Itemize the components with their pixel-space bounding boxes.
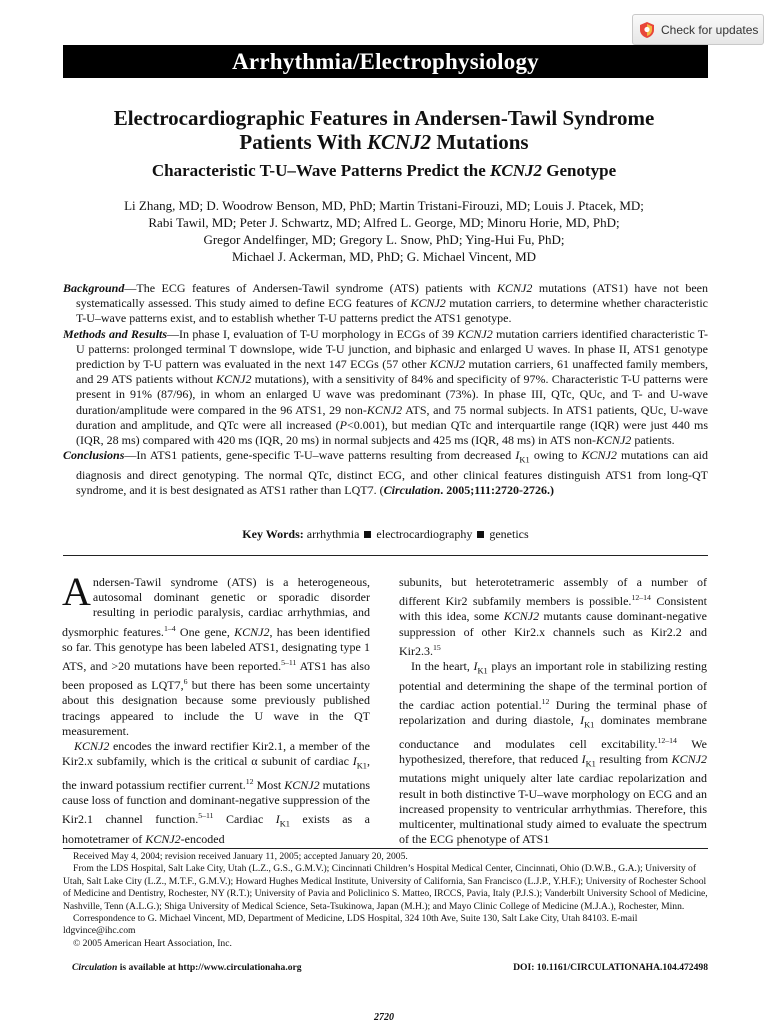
gene-name: KCNJ2 [581, 448, 617, 463]
article-title [50, 106, 718, 154]
abstract-methods [63, 327, 708, 449]
citation-ref: 5–11 [198, 811, 214, 821]
current-subscript: K1 [279, 819, 290, 829]
text-run: mutation carriers, to determine whether characteristic T-U–wave patterns exist, and to establish whether T-U patterns predict the ATS1 genotype. [76, 296, 708, 326]
journal-availability [72, 962, 302, 973]
abstract-conclusions [63, 448, 708, 498]
text-run: , has been identified so far. This genotype has been labeled ATS1, designating type 1 ATS, and >20 mutations have been reported. [62, 624, 370, 674]
citation-ref: 1–4 [163, 623, 176, 633]
gene-name: KCNJ2 [410, 296, 446, 311]
gene-name: KCNJ2 [145, 831, 181, 846]
text-run: mutation carriers, 61 unaffected family members, and 29 ATS patients without [76, 357, 708, 387]
citation-ref: 12 [541, 696, 550, 706]
doi: DOI: 10.1161/CIRCULATIONAHA.104.472498 [513, 962, 708, 973]
text-run: One gene, [175, 624, 235, 639]
paragraph [62, 569, 371, 739]
gene-name: KCNJ2 [366, 402, 403, 417]
author-line: Li Zhang, MD; D. Woodrow Benson, MD, PhD; Martin Tristani-Firouzi, MD; Louis J. Ptacek, MD; [124, 198, 644, 213]
text-run: mutations might uniquely alter late cardiac repolarization and result in both distinctive T-U–wave morphology on ECG and an increased propensity to ventricular arrhythmias. Therefore, this multicenter, multinational study aimed to evaluate the spectrum of the ECG phenotype of ATS1 [399, 771, 707, 847]
gene-name: KCNJ2 [671, 751, 707, 766]
current-symbol: I [515, 448, 520, 463]
paragraph [399, 575, 707, 659]
current-subscript: K1 [584, 720, 595, 730]
gene-name: KCNJ2 [595, 433, 632, 448]
paragraph [399, 659, 707, 847]
text-run: exists as a homotetramer of [62, 812, 370, 846]
text-run: plays an important role in stabilizing resting potential and determining the shape of the terminal portion of the cardiac action potential. [399, 659, 707, 712]
abstract [63, 281, 708, 498]
current-symbol: I [352, 754, 357, 769]
citation-ref: 5–11 [281, 658, 297, 668]
text-run: encodes the inward rectifier Kir2.1, a member of the Kir2.x subfamily, which is the critical α subunit of cardiac [62, 739, 370, 769]
text-run: resulting from [595, 751, 672, 766]
abstract-background [63, 281, 708, 327]
keywords-label: Key Words: [242, 527, 304, 541]
current-symbol: I [581, 751, 586, 766]
text-run: ATS, and 75 normal subjects. In ATS1 patients, QUc, U-wave duration and amplitude, and QTc were all increased ( [76, 402, 708, 432]
body-column-right [399, 575, 707, 847]
section-banner: Arrhythmia/Electrophysiology [63, 45, 708, 78]
text-run: During the terminal phase of repolarization and during diastole, [399, 697, 707, 728]
text-run: —In phase I, evaluation of T-U morphology in ECGs of 39 [167, 326, 458, 341]
author-line: Rabi Tawil, MD; Peter J. Schwartz, MD; Alfred L. George, MD; Minoru Horie, MD, PhD; [148, 215, 620, 230]
footnotes [63, 851, 708, 950]
body-column-left [62, 569, 371, 847]
bullet-square-icon [364, 531, 371, 538]
gene-name: KCNJ2 [457, 326, 493, 341]
subtitle-gene: KCNJ2 [490, 161, 543, 180]
text-run: mutations (ATS1) have not been systematically assessed. This study aimed to define ECG features of [76, 281, 708, 311]
subtitle-post: Genotype [542, 161, 617, 180]
text-run: mutation carriers identified characteristic T-U patterns: prolonged terminal T downslope, wide T-U junction, and biphasic and enlarged U waves. In phase II, ATS1 genotype prediction by T-U pattern was evaluated in the next 147 ECGs (57 other [76, 326, 708, 372]
text-run: -encoded [180, 831, 225, 846]
citation-ref: 12–14 [631, 593, 651, 603]
text-run: dominates membrane conductance and modulates cell excitability. [399, 713, 707, 751]
journal-url: is available at http://www.circulationaha.org [117, 962, 302, 973]
journal-name: Circulation [383, 483, 441, 498]
citation-ref: 12 [245, 776, 254, 786]
footnote: © 2005 American Heart Association, Inc. [73, 937, 232, 949]
check-for-updates-button[interactable] [632, 14, 764, 45]
current-symbol: I [275, 812, 280, 827]
title-line-2-pre: Patients With [239, 130, 367, 154]
current-symbol: I [473, 659, 478, 674]
footnote-divider [63, 848, 708, 849]
text-run: ATS1 has also been proposed as LQT7, [62, 659, 370, 693]
text-run: mutants cause dominant-negative suppression of other Kir2.x channels such as Kir2.2 and Kir2.3. [399, 609, 707, 658]
author-list [60, 197, 708, 265]
gene-name: KCNJ2 [284, 777, 320, 792]
gene-name: KCNJ2 [74, 739, 110, 754]
keyword: genetics [489, 527, 529, 541]
section-divider [63, 555, 708, 556]
text-run: subunits, but heterotetrameric assembly of a number of different Kir2 subfamily members is possible. [399, 575, 707, 609]
text-run: In the heart, [411, 659, 474, 674]
gene-name: KCNJ2 [429, 357, 466, 372]
gene-name: KCNJ2 [497, 281, 533, 295]
author-line: Michael J. Ackerman, MD, PhD; G. Michael Vincent, MD [231, 249, 537, 264]
footnote: From the LDS Hospital, Salt Lake City, Utah (L.Z., G.S., G.M.V.); Cincinnati Children’s Hospital Medical Center, Cincinnati, Ohio (D.W.B., G.A.); University of Utah, Salt Lake City (L.Z., M.T.F., G.M.V.); Howard Hughes Medical Institute, University of California, San Francisco (L.J.P., Y.H.F.); University of Rochester School of Medicine and Dentistry, Rochester, NY (R.T.); University of Pavia and Policlinico S. Matteo, IRCCS, Pavia, Italy (P.J.S.); Vanderbilt University School of Medicine, Nashville, Tenn (A.L.G.); Shiga University of Medical Science, Seta-Tsukinowa, Japan (M.H.); and Mayo Clinic College of Medicine (M.J.A.), Rochester, Minn. [63, 863, 708, 912]
article-subtitle [50, 161, 718, 181]
title-line-1: Electrocardiographic Features in Andersen-Tawil Syndrome [113, 106, 655, 130]
gene-name: KCNJ2 [503, 609, 540, 624]
text-run: mutations), with a sensitivity of 84% and specificity of 97%. Characteristic T-U patterns were present in 91% (87/96), in whom an enlarged U wave was predominant (73%). In phase III, QTc, QUc, and T- and U-wave duration/amplitude were compared in the 96 ATS1, 29 non- [76, 372, 708, 417]
current-subscript: K1 [519, 455, 530, 465]
author-line: Gregor Andelfinger, MD; Gregory L. Snow, PhD; Ying-Hui Fu, PhD; [203, 232, 565, 247]
citation-ref: 15 [433, 642, 441, 652]
text-run: —In ATS1 patients, gene-specific T-U–wave patterns resulting from decreased [124, 448, 516, 463]
citation: . 2005;111:2720-2726.) [440, 483, 554, 498]
page-number: 2720 [374, 1012, 394, 1023]
citation-ref: 6 [183, 677, 188, 687]
text-run: ndersen-Tawil syndrome (ATS) is a heterogeneous, autosomal dominant genetic or sporadic disorder resulting in periodic paralysis, cardiac arrhythmias, and dysmorphic features. [62, 575, 370, 639]
text-run: owing to [529, 448, 582, 463]
check-for-updates-label: Check for updates [661, 22, 759, 37]
text-run: <0.001), but median QTc and interquartile range (IQR) were just 440 ms (IQR, 28 ms) compared with 420 ms (IQR, 20 ms) in normal subjects and 425 ms (IQR, 48 ms) in ATS non- [76, 417, 708, 448]
p-value-symbol: P [339, 417, 347, 432]
subtitle-pre: Characteristic T-U–Wave Patterns Predict the [151, 161, 491, 180]
title-line-2-post: Mutations [431, 130, 529, 154]
check-updates-badge-icon [639, 21, 655, 39]
journal-name: Circulation [72, 962, 118, 973]
journal-footer [72, 962, 708, 973]
current-subscript: K1 [477, 666, 488, 676]
current-subscript: K1 [356, 761, 367, 771]
text-run: We hypothesized, therefore, that reduced [399, 736, 708, 766]
text-run: Consistent with this idea, some [399, 594, 708, 624]
methods-label: Methods and Results [63, 326, 168, 341]
text-run: Cardiac [213, 812, 276, 827]
keywords [63, 527, 708, 542]
footnote: Received May 4, 2004; revision received January 11, 2005; accepted January 20, 2005. [73, 851, 408, 862]
text-run: mutations cause loss of function and dominant-negative suppression of the Kir2.1 channel function. [62, 777, 370, 827]
paragraph [62, 739, 370, 847]
gene-name: KCNJ2 [234, 624, 270, 639]
gene-name: KCNJ2 [216, 372, 252, 387]
text-run: Most [253, 777, 285, 792]
text-run: but there has been some uncertainty about this designation because some previously published tracings appeared to include the U wave in the QT measurement. [62, 678, 371, 738]
current-symbol: I [580, 713, 585, 728]
keyword: arrhythmia [306, 527, 360, 541]
footnote: Correspondence to G. Michael Vincent, MD, Department of Medicine, LDS Hospital, 324 10th Ave, Suite 130, Salt Lake City, Utah 84103. E-mail ldgvince@ihc.com [63, 913, 638, 937]
current-subscript: K1 [585, 759, 596, 769]
text-run: —The ECG features of Andersen-Tawil syndrome (ATS) patients with [124, 281, 497, 295]
drop-cap: A [62, 569, 91, 614]
text-run: , the inward potassium rectifier current. [62, 754, 370, 792]
background-label: Background [63, 281, 125, 295]
text-run: patients. [631, 433, 675, 448]
conclusions-label: Conclusions [63, 448, 125, 463]
bullet-square-icon [477, 531, 484, 538]
citation-ref: 12–14 [657, 735, 677, 745]
text-run: mutations can aid diagnosis and direct genotyping. The normal QTc, distinct ECG, and other clinical features distinguish ATS1 from long-QT syndrome, and it is best designated as ATS1 rather than LQT7. ( [76, 448, 708, 498]
title-gene: KCNJ2 [366, 130, 432, 154]
keyword: electrocardiography [376, 527, 473, 541]
